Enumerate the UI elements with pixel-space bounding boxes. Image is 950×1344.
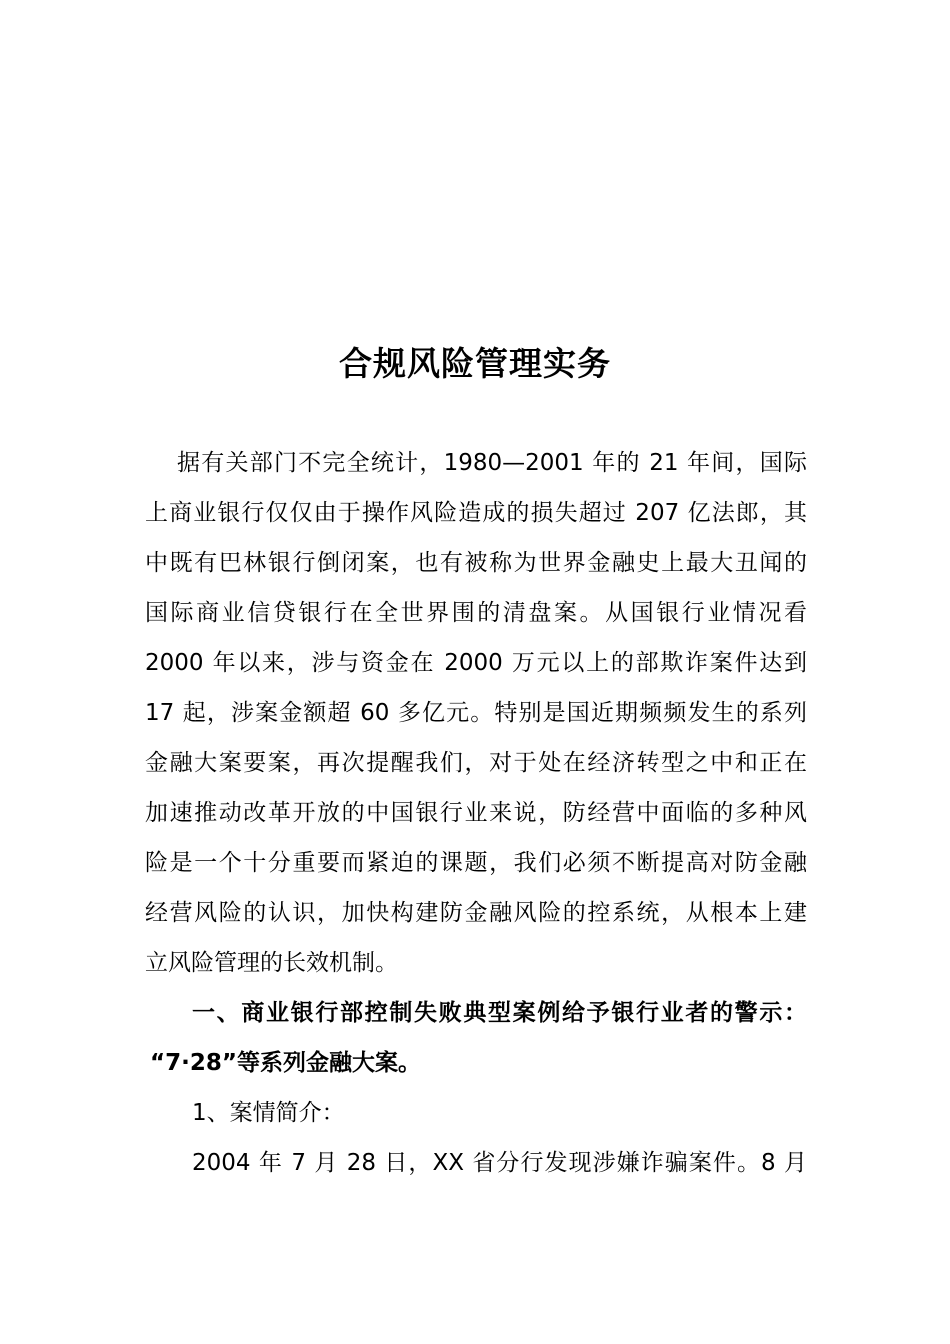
intro-line-2: 上商业银行仅仅由于操作风险造成的损失超过 207 亿法郎，其 (145, 500, 807, 526)
intro-line-4: 国际商业信贷银行在全世界围的清盘案。从国银行业情况看 (145, 600, 807, 626)
intro-line-3: 中既有巴林银行倒闭案，也有被称为世界金融史上最大丑闻的 (145, 550, 807, 576)
intro-line-7: 金融大案要案，再次提醒我们，对于处在经济转型之中和正在 (145, 750, 807, 776)
intro-line-11: 立风险管理的长效机制。 (145, 950, 398, 976)
intro-line-9: 险是一个十分重要而紧迫的课题，我们必须不断提高对防金融 (145, 850, 807, 876)
case-line-1: 2004 年 7 月 28 日，XX 省分行发现涉嫌诈骗案件。8 月 (192, 1150, 807, 1176)
case-subheading: 1、案情简介： (192, 1100, 345, 1126)
intro-line-10: 经营风险的认识，加快构建防金融风险的控系统，从根本上建 (145, 900, 807, 926)
section-heading-line-1: 一、商业银行部控制失败典型案例给予银行业者的警示： (192, 1000, 807, 1026)
intro-line-1: 据有关部门不完全统计，1980—2001 年的 21 年间，国际 (177, 450, 807, 476)
section-heading-line-2: “7·28”等系列金融大案。 (150, 1050, 421, 1076)
document-title: 合规风险管理实务 (339, 344, 611, 383)
intro-line-6: 17 起，涉案金额超 60 多亿元。特别是国近期频频发生的系列 (145, 700, 807, 726)
intro-line-5: 2000 年以来，涉与资金在 2000 万元以上的部欺诈案件达到 (145, 650, 807, 676)
intro-line-8: 加速推动改革开放的中国银行业来说，防经营中面临的多种风 (145, 800, 807, 826)
